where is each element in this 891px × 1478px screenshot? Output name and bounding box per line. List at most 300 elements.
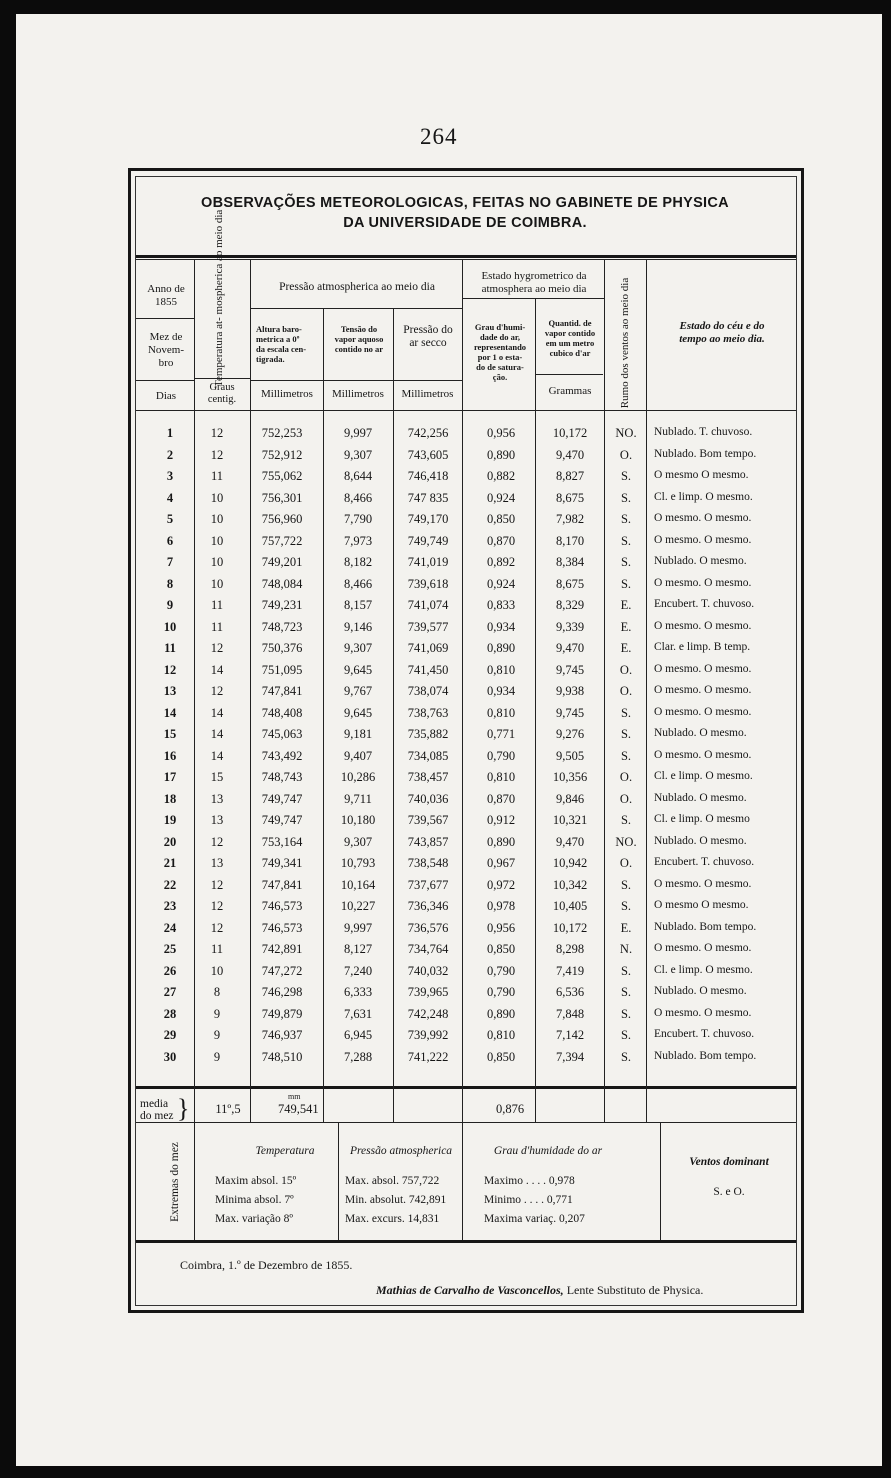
temp-cell: 12 <box>210 641 224 655</box>
header-top-rule <box>136 255 796 258</box>
quantidade-vapor-cell: 9,470 <box>555 447 585 462</box>
rumo-vento-cell: S. <box>620 1028 632 1042</box>
grau-humidade-cell: 0,790 <box>486 748 516 763</box>
quantidade-vapor-cell: 9,846 <box>555 791 585 806</box>
grau-humidade-cell: 0,771 <box>486 727 516 741</box>
tensao-cell: 8,466 <box>343 576 373 591</box>
tensao-cell: 6,333 <box>343 985 373 999</box>
tensao-cell: 10,180 <box>340 813 376 827</box>
rumo-vertical-header: Rumo dos ventos ao meio dia <box>619 277 631 409</box>
rumo-vento-cell: S. <box>620 813 632 827</box>
grau-humidade-cell: 0,890 <box>486 834 516 849</box>
pressao-ar-cell: 739,577 <box>407 619 449 634</box>
grau-humidade-cell: 0,956 <box>486 920 516 935</box>
table-row <box>136 1007 796 1028</box>
quantidade-vapor-cell: 10,321 <box>552 813 588 827</box>
quantidade-vapor-cell: 8,384 <box>555 555 585 569</box>
ext-hum-min: Minimo . . . . 0,771 <box>484 1194 573 1206</box>
temp-cell: 14 <box>210 662 224 677</box>
grau-humidade-cell: 0,870 <box>486 791 516 806</box>
rumo-vento-cell: E. <box>620 641 632 655</box>
rumo-vento-cell: S. <box>620 985 632 999</box>
title-line-2: DA UNIVERSIDADE DE COIMBRA. <box>343 215 587 231</box>
ext-temp-var: Max. variação 8º <box>215 1213 293 1225</box>
footer-place-date: Coimbra, 1.º de Dezembro de 1855. <box>180 1258 353 1272</box>
quantidade-vapor-cell: 7,394 <box>555 1049 585 1064</box>
altura-cell: 749,879 <box>261 1006 303 1021</box>
quantidade-vapor-cell: 7,419 <box>555 963 585 978</box>
table-row <box>136 598 796 619</box>
day-cell: 6 <box>166 533 174 548</box>
rumo-vento-cell: S. <box>620 533 632 548</box>
tensao-cell: 7,973 <box>343 533 373 548</box>
anno-value: 1855 <box>155 296 177 308</box>
pressao-ar-header <box>394 324 462 350</box>
pressao-ar-cell: 739,992 <box>407 1028 449 1042</box>
altura-cell: 749,231 <box>261 598 303 612</box>
pressao-ar-cell: 735,882 <box>407 727 449 741</box>
rumo-vento-cell: E. <box>620 598 632 612</box>
day-cell: 25 <box>163 942 177 956</box>
anno-header <box>138 283 194 309</box>
temp-cell: 11 <box>210 942 224 956</box>
mez-rule <box>136 380 194 381</box>
table-row <box>136 577 796 598</box>
quantidade-vapor-cell: 10,172 <box>552 426 588 440</box>
estado-ceu-cell: Encubert. T. chuvoso. <box>654 598 755 610</box>
temp-cell: 13 <box>210 856 224 870</box>
quantidade-vapor-cell: 8,329 <box>555 598 585 612</box>
rumo-vento-cell: S. <box>620 1049 632 1064</box>
quant-line: cubico d'ar <box>549 348 591 358</box>
pressao-ar-cell: 747 835 <box>407 490 449 505</box>
table-row <box>136 512 796 533</box>
temp-unit-header <box>196 382 248 406</box>
pressao-ar-cell: 741,074 <box>407 598 449 612</box>
temp-cell: 11 <box>210 598 224 612</box>
pressao-group-header: Pressão atmospherica ao meio dia <box>279 281 435 293</box>
grau-line: Grau d'humi- <box>474 322 526 332</box>
temp-cell: 9 <box>213 1028 221 1042</box>
estado-ceu-cell: Cl. e limp. O mesmo <box>654 813 750 825</box>
rumo-vento-cell: NO. <box>615 834 637 849</box>
signature-role: Lente Substituto de Physica. <box>566 1283 704 1297</box>
rumo-vento-cell: O. <box>619 770 633 784</box>
day-cell: 22 <box>163 877 177 892</box>
pressao-ar-cell: 738,548 <box>407 856 449 870</box>
quantidade-vapor-cell: 9,470 <box>555 641 585 655</box>
quantidade-vapor-cell: 9,938 <box>555 684 585 698</box>
day-cell: 12 <box>163 662 177 677</box>
table-row <box>136 856 796 877</box>
day-cell: 3 <box>166 469 174 483</box>
altura-cell: 752,253 <box>261 426 303 440</box>
estado-ceu-cell: Nublado. T. chuvoso. <box>654 426 753 438</box>
tensao-cell: 10,286 <box>340 770 376 784</box>
day-cell: 30 <box>163 1049 177 1064</box>
grau-humidade-cell: 0,924 <box>486 576 516 591</box>
media-bottom-rule <box>136 1122 796 1123</box>
day-cell: 5 <box>166 512 174 526</box>
tensao-cell: 7,790 <box>343 512 373 526</box>
day-cell: 11 <box>164 641 176 655</box>
pressao-ar-cell: 743,857 <box>407 834 449 849</box>
estado-ceu-cell: Nublado. O mesmo. <box>654 791 747 804</box>
quantidade-vapor-cell: 10,942 <box>552 856 588 870</box>
altura-cell: 742,891 <box>261 942 303 956</box>
rumo-vento-cell: S. <box>620 727 632 741</box>
rumo-vento-cell: S. <box>620 1006 632 1021</box>
table-title <box>140 193 790 233</box>
tensao-cell: 10,793 <box>340 856 376 870</box>
extremas-vertical-label: Extremas do mez <box>169 1142 181 1222</box>
day-cell: 28 <box>163 1006 177 1021</box>
day-cell: 18 <box>163 791 177 806</box>
pressao-ar-cell: 740,032 <box>407 963 449 978</box>
temp-cell: 9 <box>213 1049 221 1064</box>
altura-header <box>256 324 322 364</box>
altura-line: Altura baro- <box>256 324 302 334</box>
table-row <box>136 942 796 963</box>
tensao-cell: 9,407 <box>343 748 373 763</box>
quantidade-vapor-cell: 10,356 <box>552 770 588 784</box>
quant-unit: Grammas <box>548 385 592 397</box>
tensao-cell: 9,645 <box>343 662 373 677</box>
ext-hum-title: Grau d'humidade do ar <box>493 1145 603 1157</box>
altura-cell: 749,201 <box>261 555 303 569</box>
pressao-ar-cell: 738,074 <box>407 684 449 698</box>
tensao-cell: 9,307 <box>343 834 373 849</box>
estado-ceu-cell: Nublado. O mesmo. <box>654 834 747 847</box>
estado-ceu-cell: O mesmo. O mesmo. <box>654 877 752 890</box>
altura-cell: 757,722 <box>261 533 303 548</box>
altura-cell: 748,084 <box>261 576 303 591</box>
quantidade-vapor-cell: 6,536 <box>555 985 585 999</box>
ext-temp-title: Temperatura <box>255 1145 315 1157</box>
temp-cell: 12 <box>210 684 224 698</box>
ext-hum-var: Maxima variaç. 0,207 <box>484 1213 585 1225</box>
altura-cell: 747,841 <box>261 877 303 892</box>
media-alt: 749,541 <box>278 1102 319 1116</box>
quantidade-vapor-cell: 8,298 <box>555 942 585 956</box>
table-row <box>136 534 796 555</box>
grau-humidade-cell: 0,892 <box>486 555 516 569</box>
pressao-ar-cell: 742,248 <box>407 1006 449 1021</box>
table-row <box>136 792 796 813</box>
quantidade-vapor-cell: 7,142 <box>555 1028 585 1042</box>
grammas-rule <box>535 374 603 375</box>
ext-rule-b <box>660 1122 661 1240</box>
temp-cell: 12 <box>210 920 224 935</box>
altura-cell: 748,408 <box>261 705 303 720</box>
estado-ceu-cell: Nublado. O mesmo. <box>654 727 747 739</box>
altura-cell: 747,272 <box>261 963 303 978</box>
altura-cell: 743,492 <box>261 748 303 763</box>
anno-rule <box>136 318 194 319</box>
day-cell: 7 <box>166 555 174 569</box>
ext-temp-min: Minima absol. 7º <box>215 1194 294 1206</box>
tensao-cell: 10,164 <box>340 877 376 892</box>
temp-cell: 14 <box>210 727 224 741</box>
estado-ceu-cell: Clar. e limp. B temp. <box>654 641 751 653</box>
hygro-line: Estado hygrometrico da <box>481 270 587 282</box>
altura-cell: 746,937 <box>261 1028 303 1042</box>
temp-cell: 12 <box>210 834 224 849</box>
day-cell: 10 <box>163 619 177 634</box>
estado-ceu-cell: O mesmo. O mesmo. <box>654 512 752 524</box>
pressao-ar-cell: 740,036 <box>407 791 449 806</box>
estado-ceu-cell: Cl. e limp. O mesmo. <box>654 490 753 503</box>
pressao-ar-cell: 739,567 <box>407 813 449 827</box>
table-row <box>136 921 796 942</box>
media-label-2: do mez <box>140 1110 174 1122</box>
pressao-ar-cell: 734,764 <box>407 942 449 956</box>
tensao-cell: 9,711 <box>344 791 372 806</box>
ext-pres-exc: Max. excurs. 14,831 <box>345 1213 440 1225</box>
pressao-ar-cell: 749,170 <box>407 512 449 526</box>
table-row <box>136 663 796 684</box>
ext-temp-lines <box>215 1172 296 1229</box>
media-brace: } <box>177 1094 190 1123</box>
table-row <box>136 555 796 576</box>
day-cell: 15 <box>163 727 177 741</box>
temp-cell: 12 <box>210 447 224 462</box>
tensao-cell: 9,997 <box>343 920 373 935</box>
grau-humidade-cell: 0,810 <box>486 770 516 784</box>
estado-ceu-cell: O mesmo. O mesmo. <box>654 662 752 675</box>
day-cell: 29 <box>163 1028 177 1042</box>
temp-cell: 8 <box>213 985 221 999</box>
unit-mm-2: Millimetros <box>332 388 384 400</box>
tensao-cell: 9,307 <box>343 447 373 462</box>
rumo-vento-cell: NO. <box>615 426 637 440</box>
temp-cell: 9 <box>213 1006 221 1021</box>
pressao-ar-cell: 738,457 <box>407 770 449 784</box>
pressao-ar-cell: 746,418 <box>407 469 449 483</box>
temp-cell: 12 <box>210 899 224 913</box>
mez-label-1: Mez de <box>149 331 183 343</box>
grau-humidade-cell: 0,956 <box>486 426 516 440</box>
quantidade-vapor-cell: 9,505 <box>555 748 585 763</box>
signature-name: Mathias de Carvalho de Vasconcellos, <box>376 1283 564 1297</box>
rumo-vento-cell: O. <box>619 856 633 870</box>
quantidade-vapor-cell: 9,745 <box>555 705 585 720</box>
grau-humidade-cell: 0,790 <box>486 985 516 999</box>
estado-ceu-cell: Nublado. Bom tempo. <box>654 1049 757 1062</box>
rumo-vento-cell: S. <box>620 748 632 763</box>
hygro-group-header <box>464 270 604 296</box>
estado-ceu-cell: O mesmo O mesmo. <box>654 899 749 911</box>
estado-ceu-cell: Encubert. T. chuvoso. <box>654 856 755 868</box>
table-row <box>136 985 796 1006</box>
pressao-ar-cell: 736,576 <box>407 920 449 935</box>
temp-cell: 10 <box>210 490 224 505</box>
grau-humidade-cell: 0,967 <box>486 856 516 870</box>
tensao-cell: 8,127 <box>343 942 373 956</box>
tensao-cell: 9,645 <box>343 705 373 720</box>
pressao-ar-line: Pressão do <box>403 324 453 336</box>
temp-cell: 13 <box>210 791 224 806</box>
temp-cell: 12 <box>210 426 224 440</box>
table-row <box>136 1050 796 1071</box>
altura-cell: 756,301 <box>261 490 303 505</box>
mm-rule <box>250 380 462 381</box>
quantidade-vapor-cell: 9,470 <box>555 834 585 849</box>
rumo-vento-cell: S. <box>620 555 632 569</box>
pressao-ar-cell: 741,450 <box>407 662 449 677</box>
day-cell: 8 <box>166 576 174 591</box>
estado-ceu-cell: O mesmo. O mesmo. <box>654 576 752 589</box>
rumo-vento-cell: S. <box>620 963 632 978</box>
tensao-cell: 8,157 <box>343 598 373 612</box>
dias-header: Dias <box>155 390 177 402</box>
day-cell: 21 <box>163 856 177 870</box>
pressao-group-rule <box>250 308 462 309</box>
pressao-ar-line: ar secco <box>409 337 447 349</box>
table-row <box>136 706 796 727</box>
altura-cell: 749,341 <box>261 856 303 870</box>
page-number: 264 <box>420 124 458 149</box>
grau-humidade-cell: 0,810 <box>486 662 516 677</box>
tensao-line: Tensão do <box>340 324 378 334</box>
estado-ceu-cell: O mesmo O mesmo. <box>654 469 749 481</box>
pressao-ar-cell: 734,085 <box>407 748 449 763</box>
table-row <box>136 899 796 920</box>
temp-cell: 10 <box>210 512 224 526</box>
grau-line: representando <box>473 342 527 352</box>
temp-unit-2: centig. <box>207 394 237 405</box>
rumo-vento-cell: E. <box>620 920 632 935</box>
body-bottom-rule <box>136 1086 796 1089</box>
quantidade-vapor-cell: 10,405 <box>552 899 588 913</box>
hygro-group-rule <box>462 298 604 299</box>
tensao-cell: 7,240 <box>343 963 373 978</box>
quant-line: vapor contido <box>544 328 596 338</box>
estado-header <box>648 320 796 346</box>
day-cell: 27 <box>163 985 177 999</box>
day-cell: 13 <box>163 684 177 698</box>
table-row <box>136 684 796 705</box>
rumo-vento-cell: S. <box>620 469 632 483</box>
quantidade-vapor-cell: 8,675 <box>555 490 585 505</box>
temp-cell: 10 <box>210 533 224 548</box>
tensao-cell: 7,631 <box>343 1006 373 1021</box>
mez-label-3: bro <box>158 357 174 369</box>
quantidade-vapor-cell: 9,745 <box>555 662 585 677</box>
mez-header <box>138 331 194 370</box>
quantidade-vapor-cell: 7,982 <box>555 512 585 526</box>
rumo-vento-cell: S. <box>620 576 632 591</box>
grau-humidade-cell: 0,890 <box>486 447 516 462</box>
day-cell: 2 <box>166 447 174 462</box>
table-row <box>136 620 796 641</box>
estado-ceu-cell: O mesmo. O mesmo. <box>654 619 752 632</box>
temp-cell: 12 <box>210 877 224 892</box>
ext-rule-a <box>338 1122 339 1240</box>
tensao-cell: 7,288 <box>343 1049 373 1064</box>
unit-mm-3: Millimetros <box>401 388 454 400</box>
temp-unit-1: Graus <box>209 382 235 393</box>
grau-line: ção. <box>492 372 508 382</box>
grau-humidade-cell: 0,790 <box>486 963 516 978</box>
tensao-cell: 9,997 <box>343 426 373 440</box>
temp-vertical-header: Temperatura at- mospherica ao meio dia <box>213 209 225 387</box>
estado-ceu-cell: O mesmo. O mesmo. <box>654 1006 752 1019</box>
rumo-vento-cell: S. <box>620 512 632 526</box>
pressao-ar-cell: 743,605 <box>407 447 449 462</box>
pressao-ar-cell: 738,763 <box>407 705 449 720</box>
day-cell: 16 <box>163 748 177 763</box>
estado-line: tempo ao meio dia. <box>679 333 765 345</box>
pressao-ar-cell: 742,256 <box>407 426 449 440</box>
temp-cell: 14 <box>210 705 224 720</box>
estado-ceu-cell: Nublado. Bom tempo. <box>654 920 757 933</box>
grau-humidade-cell: 0,890 <box>486 641 516 655</box>
day-cell: 9 <box>166 598 174 612</box>
quant-header <box>537 318 603 358</box>
table-row <box>136 770 796 791</box>
footer-signature <box>376 1283 703 1298</box>
altura-cell: 751,095 <box>261 662 303 677</box>
rumo-vento-cell: S. <box>620 705 632 720</box>
estado-ceu-cell: Nublado. O mesmo. <box>654 555 747 567</box>
altura-cell: 746,298 <box>261 985 303 999</box>
estado-ceu-cell: O mesmo. O mesmo. <box>654 705 752 718</box>
hygro-line: atmosphera ao meio dia <box>481 283 587 295</box>
tensao-cell: 9,767 <box>343 684 373 698</box>
altura-cell: 748,743 <box>261 770 303 784</box>
altura-line: metrica a 0º <box>256 334 300 344</box>
table-row <box>136 749 796 770</box>
pressao-ar-cell: 739,618 <box>407 576 449 591</box>
ext-pres-title: Pressão atmospherica <box>349 1145 453 1157</box>
grau-line: por 1 o esta- <box>477 352 523 362</box>
quantidade-vapor-cell: 10,342 <box>552 877 588 892</box>
temp-cell: 11 <box>210 469 224 483</box>
grau-humidade-cell: 0,890 <box>486 1006 516 1021</box>
day-cell: 20 <box>163 834 177 849</box>
header-top-rule-thin <box>136 259 796 260</box>
mez-label-2: Novem- <box>147 344 185 356</box>
altura-cell: 750,376 <box>261 641 303 655</box>
estado-ceu-cell: Cl. e limp. O mesmo. <box>654 770 753 782</box>
rumo-vento-cell: N. <box>619 942 633 956</box>
rumo-vento-cell: O. <box>619 684 633 698</box>
rumo-vento-cell: O. <box>619 662 633 677</box>
grau-humidade-cell: 0,912 <box>486 813 516 827</box>
quantidade-vapor-cell: 8,827 <box>555 469 585 483</box>
quant-line: em um metro <box>545 338 595 348</box>
estado-ceu-cell: Encubert. T. chuvoso. <box>654 1028 755 1040</box>
altura-cell: 745,063 <box>261 727 303 741</box>
table-row <box>136 964 796 985</box>
media-temp: 11º,5 <box>215 1102 241 1116</box>
quantidade-vapor-cell: 7,848 <box>555 1006 585 1021</box>
altura-cell: 756,960 <box>261 512 303 526</box>
tensao-line: vapor aquoso <box>334 334 384 344</box>
pressao-ar-cell: 736,346 <box>407 899 449 913</box>
ext-hum-max: Maximo . . . . 0,978 <box>484 1175 575 1187</box>
altura-line: da escala cen- <box>256 344 307 354</box>
day-cell: 17 <box>163 770 177 784</box>
pressao-ar-cell: 749,749 <box>407 533 449 548</box>
table-row <box>136 727 796 748</box>
estado-ceu-cell: O mesmo. O mesmo. <box>654 684 752 696</box>
quantidade-vapor-cell: 8,170 <box>555 533 585 548</box>
altura-cell: 753,164 <box>261 834 303 849</box>
anno-label: Anno de <box>147 283 185 295</box>
day-cell: 23 <box>163 899 177 913</box>
